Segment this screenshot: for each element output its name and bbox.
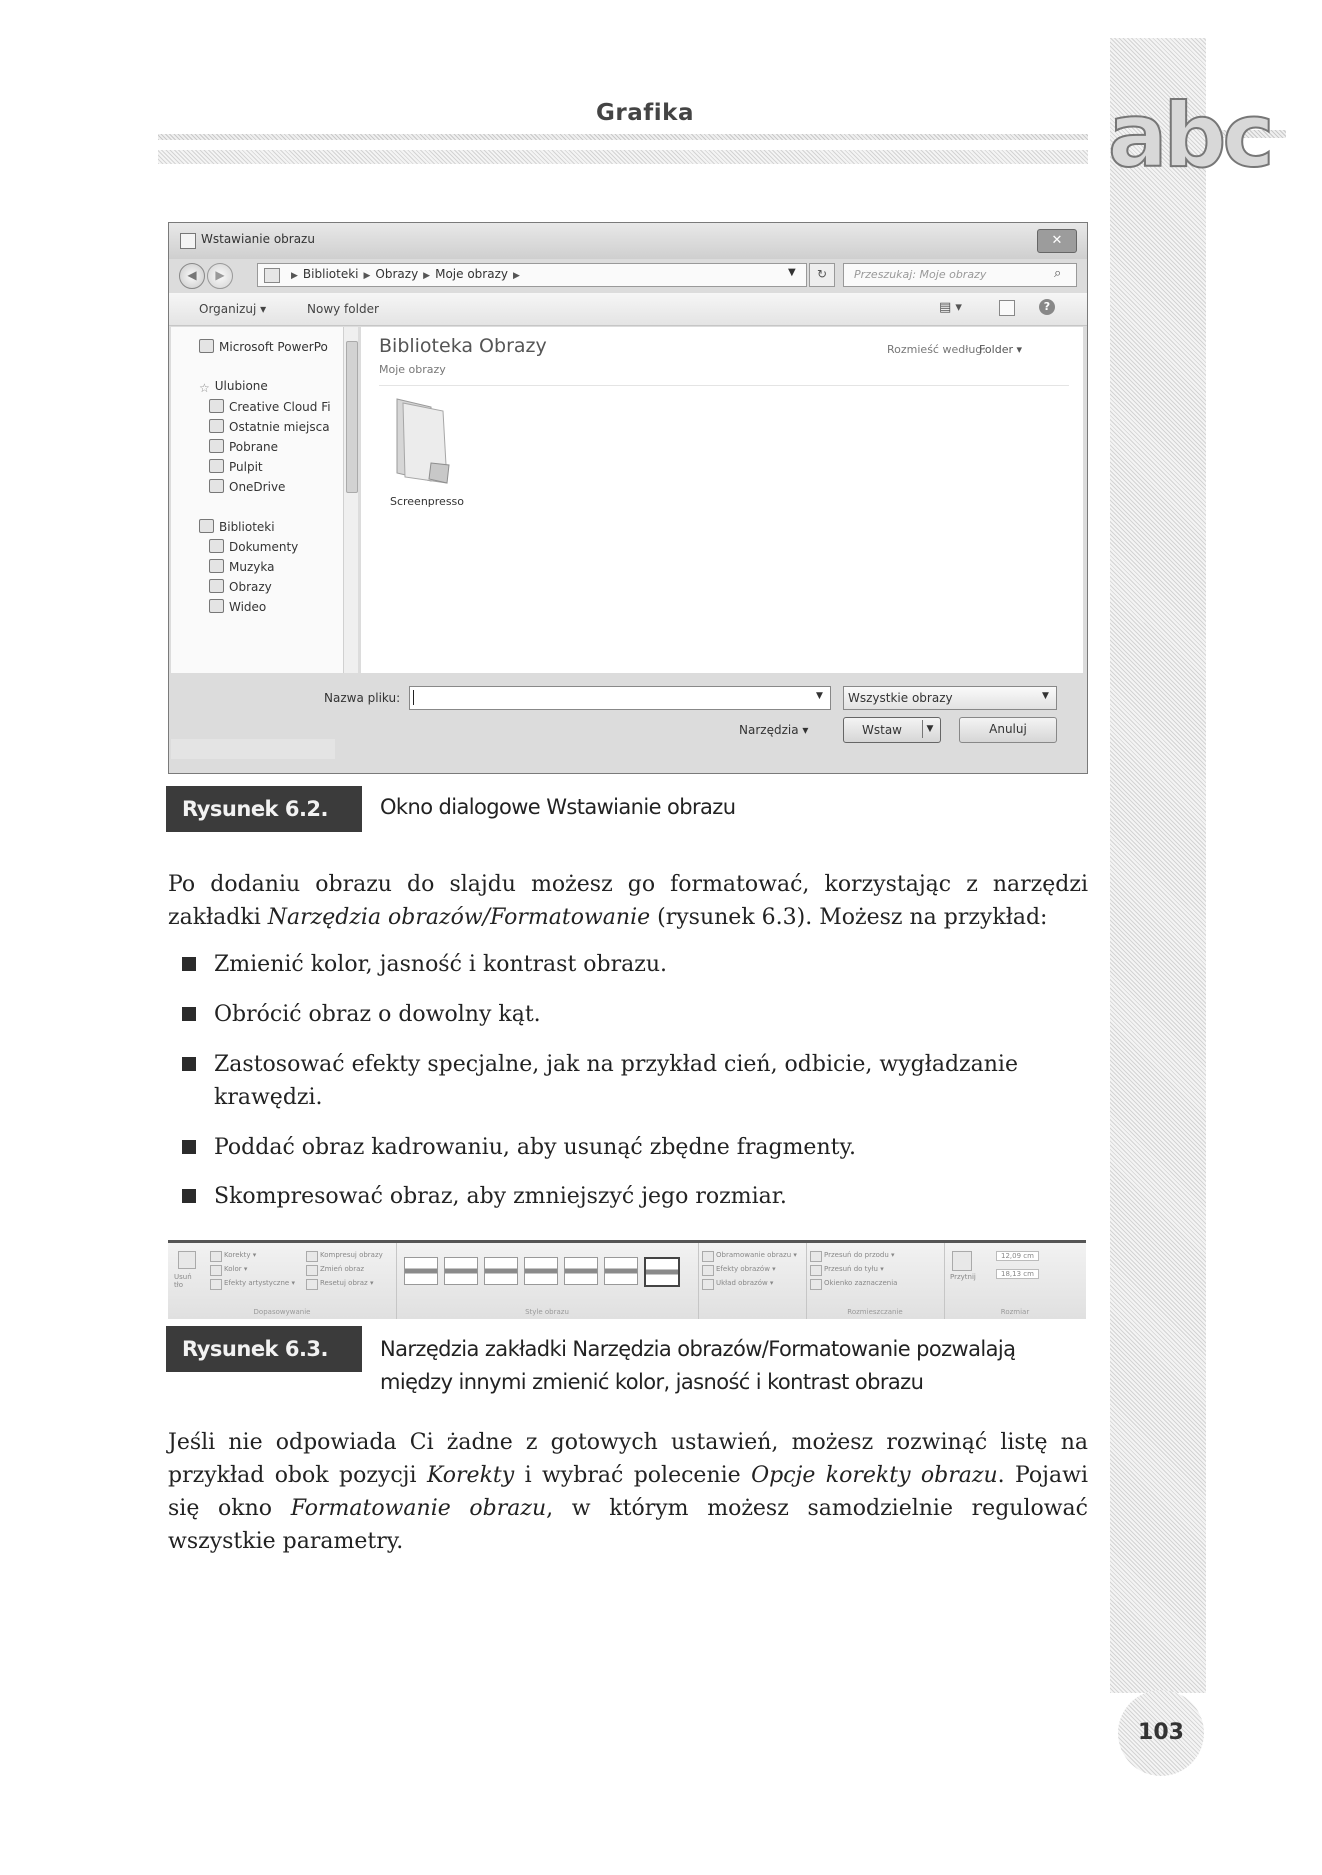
abc-logo: abc bbox=[1108, 84, 1271, 187]
breadcrumb-item[interactable]: Obrazy bbox=[375, 267, 419, 281]
list-item-text: Poddać obraz kadrowaniu, aby usunąć zbędne fragmenty. bbox=[214, 1135, 856, 1160]
list-item-text: Skompresować obraz, aby zmniejszyć jego rozmiar. bbox=[214, 1184, 787, 1209]
text-run: Po dodaniu obrazu do slajdu możesz go formatować, korzystając z narzędzi zakładki bbox=[168, 872, 1088, 930]
picture-style-thumbnail[interactable] bbox=[484, 1257, 518, 1285]
figure-caption: Okno dialogowe Wstawianie obrazu bbox=[380, 795, 736, 819]
filename-input[interactable] bbox=[409, 686, 831, 710]
height-field[interactable]: 12,09 cm bbox=[996, 1251, 1039, 1261]
color-icon bbox=[210, 1265, 222, 1276]
help-icon[interactable]: ? bbox=[1039, 299, 1055, 315]
figure-label: Rysunek 6.3. bbox=[166, 1326, 362, 1372]
selection-highlight bbox=[171, 739, 335, 759]
arrange-by-label: Rozmieść według: bbox=[887, 343, 986, 356]
library-icon bbox=[264, 268, 280, 283]
body-paragraph bbox=[168, 868, 1088, 934]
nav-item-label: OneDrive bbox=[229, 480, 286, 494]
video-icon bbox=[209, 599, 224, 613]
file-type-value: Wszystkie obrazy bbox=[848, 691, 953, 705]
ribbon-group-adjust bbox=[168, 1243, 397, 1319]
arrange-by-dropdown[interactable]: Folder ▾ bbox=[979, 343, 1023, 356]
library-title: Biblioteka Obrazy bbox=[379, 335, 547, 357]
compress-button[interactable]: Kompresuj obrazy bbox=[320, 1251, 383, 1259]
file-type-select[interactable] bbox=[843, 686, 1057, 710]
file-list-pane bbox=[361, 327, 1083, 673]
star-icon: ☆ bbox=[199, 381, 210, 395]
picture-layout-button[interactable]: Układ obrazów ▾ bbox=[716, 1279, 774, 1287]
nav-item-onedrive[interactable] bbox=[209, 479, 285, 494]
chevron-down-icon: ▼ bbox=[1042, 691, 1049, 701]
nav-item-recent[interactable] bbox=[209, 419, 330, 434]
ribbon-group-picture-options bbox=[698, 1243, 807, 1319]
library-icon bbox=[199, 519, 214, 533]
cancel-button[interactable]: Anuluj bbox=[959, 717, 1057, 743]
text-run-italic: Opcje korekty obrazu bbox=[751, 1463, 998, 1488]
selection-pane-button[interactable]: Okienko zaznaczenia bbox=[824, 1279, 898, 1287]
nav-item-label: Microsoft PowerPo bbox=[219, 340, 328, 354]
recent-places-icon bbox=[209, 419, 224, 433]
nav-scrollbar[interactable] bbox=[343, 327, 358, 673]
nav-item-creative-cloud[interactable] bbox=[209, 399, 331, 414]
reset-picture-icon bbox=[306, 1279, 318, 1290]
list-item-text: Obrócić obraz o dowolny kąt. bbox=[214, 1002, 541, 1027]
caption-line: Narzędzia zakładki Narzędzia obrazów/Formatowanie pozwalają bbox=[380, 1337, 1016, 1361]
nav-item-label: Wideo bbox=[229, 600, 267, 614]
picture-format-ribbon bbox=[168, 1240, 1086, 1319]
picture-style-thumbnail[interactable] bbox=[564, 1257, 598, 1285]
close-button[interactable]: ✕ bbox=[1037, 229, 1077, 253]
breadcrumb bbox=[286, 267, 525, 281]
nav-item-video[interactable] bbox=[209, 599, 266, 614]
change-picture-button[interactable]: Zmień obraz bbox=[320, 1265, 365, 1273]
nav-item-label: Dokumenty bbox=[229, 540, 299, 554]
compress-icon bbox=[306, 1251, 318, 1262]
bullet-square bbox=[182, 1057, 196, 1071]
text-run-italic: Formatowanie obrazu bbox=[290, 1496, 547, 1521]
ribbon-group-label: Rozmieszczanie bbox=[847, 1308, 903, 1316]
text-caret bbox=[413, 690, 414, 705]
dialog-title: Wstawianie obrazu bbox=[201, 232, 315, 246]
chevron-down-icon[interactable]: ▼ bbox=[816, 691, 823, 701]
artistic-effects-button[interactable]: Efekty artystyczne ▾ bbox=[224, 1279, 295, 1287]
nav-item-label: Ostatnie miejsca bbox=[229, 420, 330, 434]
page-number: 103 bbox=[1138, 1720, 1184, 1745]
picture-style-thumbnail[interactable] bbox=[444, 1257, 478, 1285]
nav-item-libraries[interactable] bbox=[199, 519, 275, 534]
forward-arrow-icon[interactable]: ▶ bbox=[207, 263, 233, 289]
nav-item-label: Muzyka bbox=[229, 560, 275, 574]
library-subtitle: Moje obrazy bbox=[379, 363, 446, 376]
filename-label: Nazwa pliku: bbox=[324, 691, 401, 705]
remove-background-icon bbox=[178, 1251, 196, 1269]
chevron-right-icon: ▶ bbox=[291, 271, 298, 281]
nav-item-label: Ulubione bbox=[214, 379, 268, 393]
text-run: , w którym możesz samodzielnie regulować wszystkie parametry. bbox=[168, 1496, 1088, 1554]
bullet-square bbox=[182, 957, 196, 971]
breadcrumb-item[interactable]: Moje obrazy bbox=[435, 267, 508, 281]
powerpoint-icon bbox=[199, 339, 214, 353]
figure-label: Rysunek 6.2. bbox=[166, 786, 362, 832]
dialog-app-icon bbox=[180, 233, 196, 249]
insert-button[interactable] bbox=[843, 717, 941, 743]
nav-item-documents[interactable] bbox=[209, 539, 298, 554]
back-arrow-icon[interactable]: ◀ bbox=[179, 263, 205, 289]
caption-line: między innymi zmienić kolor, jasność i kontrast obrazu bbox=[380, 1370, 924, 1394]
bring-forward-button[interactable]: Przesuń do przodu ▾ bbox=[824, 1251, 895, 1259]
header-rule bbox=[158, 150, 1088, 164]
cloud-icon bbox=[209, 399, 224, 413]
chevron-right-icon: ▶ bbox=[363, 271, 371, 281]
chevron-right-icon: ▶ bbox=[512, 271, 520, 281]
dialog-toolbar bbox=[169, 293, 1087, 326]
text-run: i wybrać polecenie bbox=[514, 1463, 752, 1488]
nav-item-label: Obrazy bbox=[229, 580, 272, 594]
nav-item-label: Pulpit bbox=[229, 460, 263, 474]
bring-forward-icon bbox=[810, 1251, 822, 1262]
ribbon-group-arrange bbox=[806, 1243, 945, 1319]
preview-pane-icon[interactable] bbox=[999, 300, 1015, 316]
dialog-titlebar bbox=[169, 223, 1087, 259]
refresh-button[interactable]: ↻ bbox=[809, 263, 835, 287]
nav-item-label: Pobrane bbox=[229, 440, 279, 454]
ribbon-group-label: Rozmiar bbox=[1000, 1308, 1030, 1316]
nav-item-label: Biblioteki bbox=[219, 520, 275, 534]
picture-effects-button[interactable]: Efekty obrazów ▾ bbox=[716, 1265, 776, 1273]
change-picture-icon bbox=[306, 1265, 318, 1276]
crop-button[interactable]: Przytnij bbox=[950, 1273, 976, 1281]
nav-item-favorites[interactable] bbox=[199, 379, 268, 395]
send-backward-button[interactable]: Przesuń do tyłu ▾ bbox=[824, 1265, 884, 1273]
address-bar[interactable] bbox=[257, 263, 807, 287]
picture-style-thumbnail[interactable] bbox=[524, 1257, 558, 1285]
bullet-square bbox=[182, 1007, 196, 1021]
picture-style-thumbnail-selected[interactable] bbox=[644, 1257, 680, 1287]
new-folder-button[interactable]: Nowy folder bbox=[307, 302, 379, 316]
send-backward-icon bbox=[810, 1265, 822, 1276]
text-run-italic: Narzędzia obrazów/Formatowanie bbox=[267, 905, 651, 930]
desktop-icon bbox=[209, 459, 224, 473]
figure-caption bbox=[380, 1333, 1015, 1399]
nav-item-pictures[interactable] bbox=[209, 579, 272, 594]
nav-item-desktop[interactable] bbox=[209, 459, 263, 474]
ribbon-group-label: Style obrazu bbox=[525, 1308, 569, 1316]
navigation-pane bbox=[171, 327, 343, 673]
search-input[interactable] bbox=[843, 263, 1077, 287]
crop-icon bbox=[952, 1251, 972, 1271]
nav-item-music[interactable] bbox=[209, 559, 274, 574]
insert-button-label: Wstaw bbox=[862, 723, 902, 737]
divider bbox=[379, 385, 1069, 386]
document-icon bbox=[209, 539, 224, 553]
picture-style-thumbnail[interactable] bbox=[604, 1257, 638, 1285]
corrections-button[interactable]: Korekty ▾ bbox=[224, 1251, 257, 1259]
nav-item-downloads[interactable] bbox=[209, 439, 278, 454]
width-field[interactable]: 18,13 cm bbox=[996, 1269, 1039, 1279]
search-placeholder: Przeszukaj: Moje obrazy bbox=[854, 268, 987, 281]
header-rule bbox=[158, 134, 1088, 140]
remove-background-button[interactable]: Usuń tło bbox=[174, 1273, 192, 1289]
text-run: Jeśli nie odpowiada Ci żadne z gotowych ustawień, możesz rozwinąć listę na przykład obok pozycji bbox=[168, 1430, 1088, 1488]
text-run-italic: Korekty bbox=[426, 1463, 515, 1488]
onedrive-icon bbox=[209, 479, 224, 493]
side-decoration-strip bbox=[1110, 38, 1206, 1693]
tools-menu[interactable]: Narzędzia ▾ bbox=[739, 723, 809, 737]
folder-icon[interactable] bbox=[391, 393, 457, 487]
picture-layout-icon bbox=[702, 1279, 714, 1290]
nav-item-powerpoint[interactable] bbox=[199, 339, 328, 354]
picture-border-button[interactable]: Obramowanie obrazu ▾ bbox=[716, 1251, 797, 1259]
folder-item-label[interactable]: Screenpresso bbox=[389, 495, 465, 508]
pictures-icon bbox=[209, 579, 224, 593]
chevron-down-icon[interactable]: ▼ bbox=[788, 267, 796, 278]
chevron-right-icon: ▶ bbox=[423, 271, 431, 281]
body-paragraph bbox=[168, 1426, 1088, 1558]
ribbon-group-label: Dopasowywanie bbox=[253, 1308, 311, 1316]
selection-pane-icon bbox=[810, 1279, 822, 1290]
organize-menu[interactable]: Organizuj ▾ bbox=[199, 302, 267, 316]
corrections-icon bbox=[210, 1251, 222, 1262]
text-run: . Pojawi się okno bbox=[168, 1463, 1088, 1521]
view-options-icon[interactable]: ▤ ▾ bbox=[939, 300, 962, 315]
scrollbar-thumb[interactable] bbox=[346, 341, 358, 493]
picture-border-icon bbox=[702, 1251, 714, 1262]
download-icon bbox=[209, 439, 224, 453]
music-icon bbox=[209, 559, 224, 573]
list-item-text: Zastosować efekty specjalne, jak na przykład cień, odbicie, wygładzanie krawędzi. bbox=[214, 1052, 1018, 1110]
bullet-square bbox=[182, 1140, 196, 1154]
chevron-down-icon[interactable]: ▼ bbox=[922, 720, 937, 738]
ribbon-group-size bbox=[944, 1243, 1086, 1319]
artistic-effects-icon bbox=[210, 1279, 222, 1290]
breadcrumb-item[interactable]: Biblioteki bbox=[302, 267, 359, 281]
nav-item-label: Creative Cloud Fi bbox=[229, 400, 331, 414]
picture-effects-icon bbox=[702, 1265, 714, 1276]
list-item-text: Zmienić kolor, jasność i kontrast obrazu. bbox=[214, 952, 667, 977]
text-run: (rysunek 6.3). Możesz na przykład: bbox=[650, 905, 1048, 930]
color-button[interactable]: Kolor ▾ bbox=[224, 1265, 248, 1273]
running-title: Grafika bbox=[596, 100, 694, 126]
bullet-square bbox=[182, 1189, 196, 1203]
insert-picture-dialog bbox=[168, 222, 1088, 774]
ribbon-group-styles bbox=[396, 1243, 699, 1319]
picture-style-thumbnail[interactable] bbox=[404, 1257, 438, 1285]
search-icon[interactable]: ⌕ bbox=[1054, 266, 1062, 281]
reset-picture-button[interactable]: Resetuj obraz ▾ bbox=[320, 1279, 374, 1287]
